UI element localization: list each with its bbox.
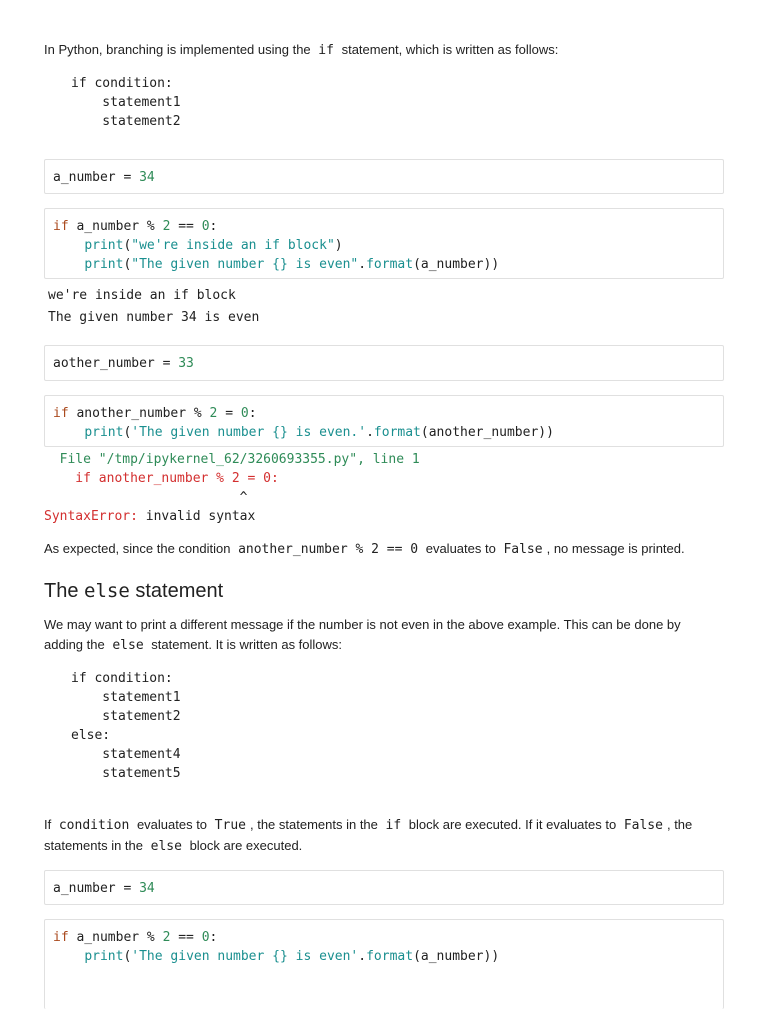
code-lines: if another_number % 2 = 0: print('The given number {} is even.'.format(another_number)) <box>53 406 554 440</box>
cell-output: we're inside an if block The given number 34 is even <box>48 288 260 325</box>
expected-paragraph: As expected, since the condition another_number % 2 == 0 evaluates to False , no message is printed. <box>44 541 685 557</box>
code-line: a_number = 34 <box>53 170 155 185</box>
code-cell[interactable] <box>44 208 724 279</box>
inline-code: if <box>318 43 334 58</box>
inline-code: if <box>385 818 402 833</box>
code-cell[interactable] <box>44 919 724 1009</box>
inline-code: False <box>503 542 543 557</box>
else-paragraph: We may want to print a different message if the number is not even in the above example. This can be done by adding the else statement. It is written as follows: <box>44 617 681 653</box>
code-cell[interactable] <box>44 159 724 194</box>
inline-code: True <box>214 818 246 833</box>
inline-code: else <box>112 638 144 653</box>
inline-code: False <box>623 818 663 833</box>
code-cell[interactable] <box>44 395 724 447</box>
inline-code: else <box>150 839 182 854</box>
intro-paragraph: In Python, branching is implemented using the if statement, which is written as follows: <box>44 42 559 58</box>
syntax-block: if condition: statement1 statement2 <box>71 76 181 129</box>
section-heading: The else statement <box>44 580 224 602</box>
inline-code: another_number % 2 == 0 <box>238 542 419 557</box>
code-cell[interactable] <box>44 345 724 381</box>
inline-code: condition <box>58 818 130 833</box>
code-line: aother_number = 33 <box>53 356 194 371</box>
code-lines: if a_number % 2 == 0: print('The given number {} is even'.format(a_number)) <box>53 930 500 964</box>
error-traceback: File "/tmp/ipykernel_62/3260693355.py", line 1 if another_number % 2 = 0: ^ SyntaxError: invalid syntax <box>44 452 420 524</box>
code-line: a_number = 34 <box>53 881 155 896</box>
code-lines: if a_number % 2 == 0: print("we're inside an if block") print("The given number {} is even".format(a_number)) <box>53 219 500 272</box>
syntax-block: if condition: statement1 statement2 else: statement4 statement5 <box>71 671 181 781</box>
condition-paragraph: If condition evaluates to True , the statements in the if block are executed. If it evaluates to False , the statements in the else block are executed. <box>44 817 693 854</box>
code-cell[interactable] <box>44 870 724 905</box>
